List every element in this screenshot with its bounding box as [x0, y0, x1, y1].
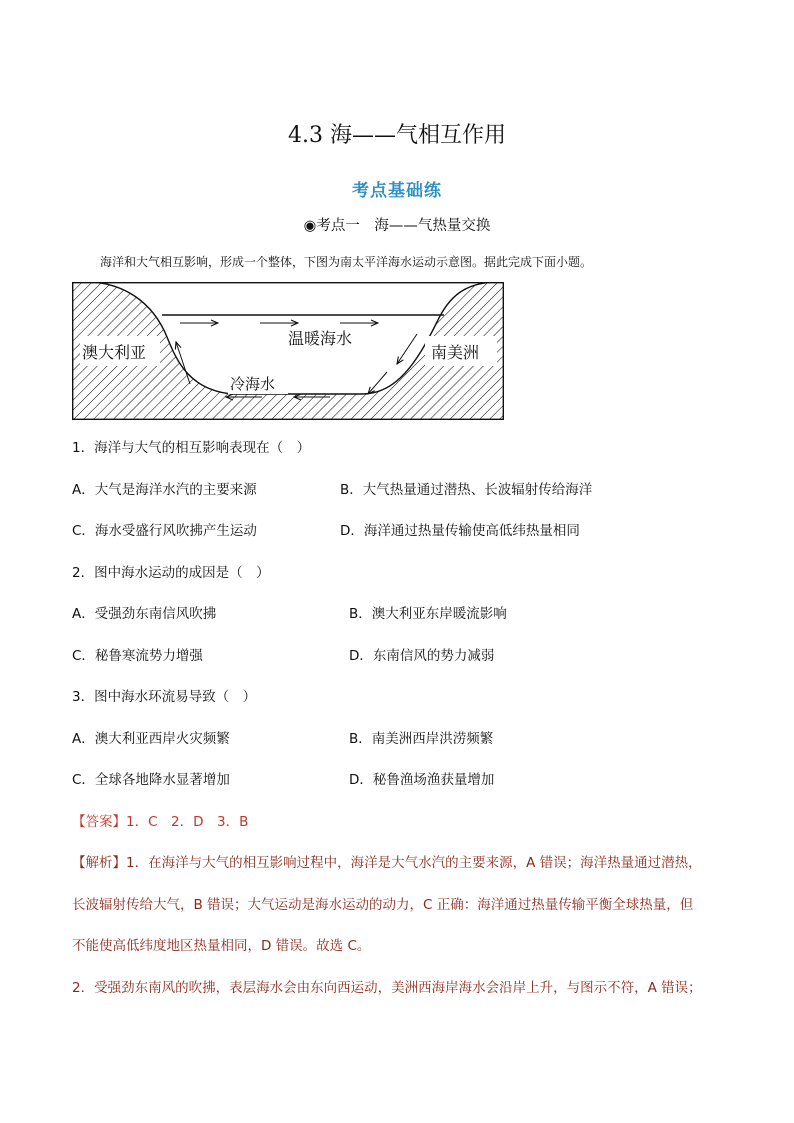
question-3-option-b: B．南美洲西岸洪涝频繁: [349, 731, 494, 747]
question-3-option-d: D．秘鲁渔场渔获量增加: [349, 772, 495, 788]
intro-text: 海洋和大气相互影响，形成一个整体，下图为南太平洋海水运动示意图。据此完成下面小题。: [100, 255, 593, 269]
label-south-america: 南美洲: [431, 343, 480, 362]
page-title: 4.3 海——气相互作用: [288, 123, 506, 148]
question-2-stem: 2．图中海水运动的成因是（ ）: [72, 565, 270, 581]
question-3-stem: 3．图中海水环流易导致（ ）: [72, 689, 257, 705]
question-1-option-c: C．海水受盛行风吹拂产生运动: [72, 523, 257, 539]
answer-key: 【答案】1．C 2．D 3．B: [72, 814, 249, 830]
ocean-circulation-diagram: [72, 282, 504, 420]
analysis-line: 不能使高低纬度地区热量相同，D 错误。故选 C。: [72, 938, 371, 954]
question-1-stem: 1．海洋与大气的相互影响表现在（ ）: [72, 440, 311, 456]
question-3-option-c: C．全球各地降水显著增加: [72, 772, 230, 788]
section-heading: 考点基础练: [352, 181, 442, 201]
label-australia: 澳大利亚: [82, 343, 147, 362]
label-cold-water: 冷海水: [230, 375, 276, 393]
question-2-option-a: A．受强劲东南信风吹拂: [72, 606, 217, 622]
label-warm-water: 温暖海水: [288, 329, 353, 348]
analysis-line: 2．受强劲东南风的吹拂，表层海水会由东向西运动，美洲西海岸海水会沿岸上升，与图示不符，A 错误；: [72, 980, 702, 996]
question-2-option-c: C．秘鲁寒流势力增强: [72, 648, 203, 664]
question-1-option-a: A．大气是海洋水汽的主要来源: [72, 482, 257, 498]
analysis-line: 【解析】1．在海洋与大气的相互影响过程中，海洋是大气水汽的主要来源，A 错误；海洋热量通过潜热，: [72, 855, 702, 871]
topic-heading: ◉考点一 海——气热量交换: [303, 218, 491, 234]
analysis-line: 长波辐射传给大气，B 错误；大气运动是海水运动的动力，C 正确：海洋通过热量传输平衡全球热量，但: [72, 897, 694, 913]
question-3-option-a: A．澳大利亚西岸火灾频繁: [72, 731, 230, 747]
question-1-option-b: B．大气热量通过潜热、长波辐射传给海洋: [340, 482, 593, 498]
question-2-option-b: B．澳大利亚东岸暖流影响: [349, 606, 507, 622]
question-1-option-d: D．海洋通过热量传输使高低纬热量相同: [340, 523, 580, 539]
question-2-option-d: D．东南信风的势力减弱: [349, 648, 495, 664]
